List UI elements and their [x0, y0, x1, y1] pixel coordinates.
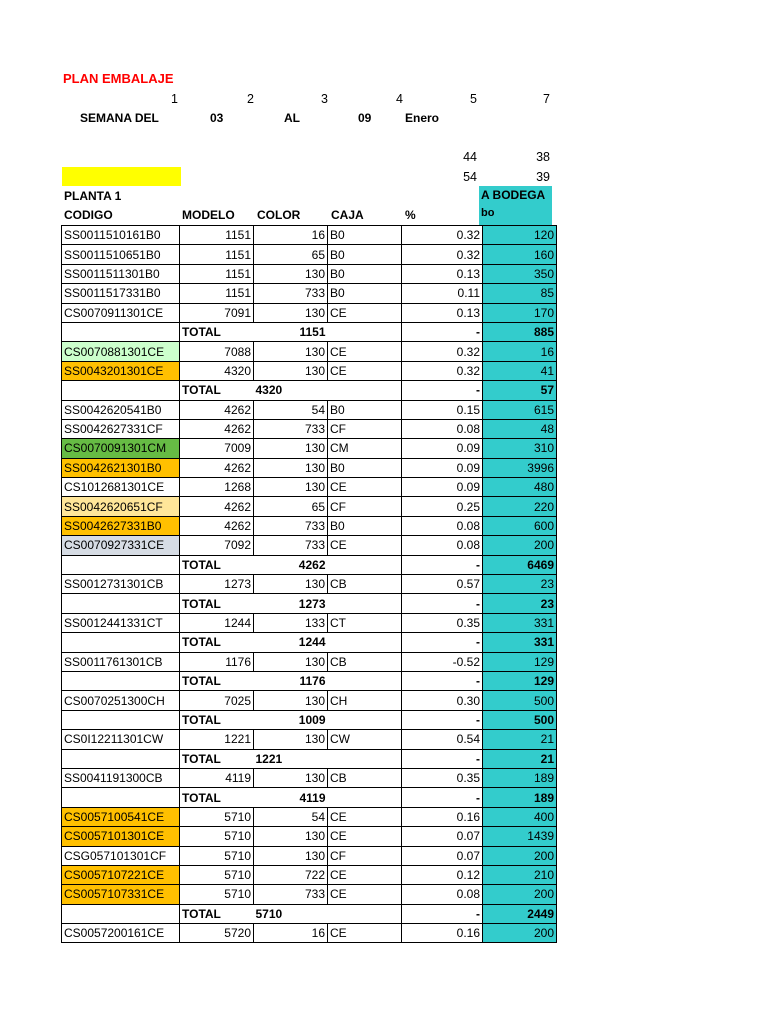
table-row [62, 691, 557, 710]
cell-caja[interactable]: CF [328, 846, 402, 865]
cell-caja[interactable]: B0 [328, 284, 402, 303]
table-row [62, 846, 557, 865]
cell-empty[interactable] [62, 788, 180, 807]
cell-empty[interactable] [62, 749, 180, 768]
total-row [62, 555, 557, 574]
cell-empty[interactable] [328, 381, 402, 400]
cell-a-bodega-total[interactable]: 189 [483, 788, 557, 807]
cell-empty[interactable] [328, 710, 402, 729]
table-row [62, 497, 557, 516]
cell-pct[interactable]: - [402, 381, 483, 400]
cell-caja[interactable]: CE [328, 342, 402, 361]
day-number-4: 4 [396, 92, 403, 106]
cell-caja[interactable]: CE [328, 303, 402, 322]
cell-a-bodega[interactable]: 23 [483, 575, 557, 594]
cell-pct[interactable]: 0.54 [402, 730, 483, 749]
table-row [62, 865, 557, 884]
cell-total-value[interactable]: 1151 [254, 322, 328, 341]
cell-codigo[interactable]: CS0057101301CE [62, 827, 180, 846]
cell-color[interactable]: 65 [254, 245, 328, 264]
day-number-7: 7 [543, 92, 550, 106]
header-a-bodega-label: A BODEGA [481, 188, 546, 202]
cell-pct[interactable]: 0.07 [402, 827, 483, 846]
cell-empty[interactable] [328, 671, 402, 690]
cell-caja[interactable]: CB [328, 652, 402, 671]
week-sep: AL [284, 111, 300, 125]
cell-a-bodega[interactable]: 21 [483, 730, 557, 749]
cell-total-label[interactable]: TOTAL [180, 633, 254, 652]
total-row [62, 594, 557, 613]
table-row [62, 575, 557, 594]
cell-color[interactable]: 130 [254, 342, 328, 361]
cell-color[interactable]: 130 [254, 575, 328, 594]
cell-total-label[interactable]: TOTAL [180, 594, 254, 613]
week-from: 03 [210, 111, 224, 125]
cell-pct[interactable]: 0.11 [402, 284, 483, 303]
cell-codigo[interactable]: CSG057101301CF [62, 846, 180, 865]
cell-total-value[interactable]: 1176 [254, 671, 328, 690]
extra-number: 39 [536, 170, 550, 184]
table-row [62, 361, 557, 380]
cell-color[interactable]: 733 [254, 516, 328, 535]
planta-label: PLANTA 1 [64, 189, 122, 203]
cell-color[interactable]: 130 [254, 691, 328, 710]
cell-caja[interactable]: CW [328, 730, 402, 749]
cell-caja[interactable]: CE [328, 478, 402, 497]
cell-codigo[interactable]: SS0042620541B0 [62, 400, 180, 419]
cell-modelo[interactable]: 4262 [180, 497, 254, 516]
cell-pct[interactable]: 0.16 [402, 924, 483, 943]
cell-empty[interactable] [328, 555, 402, 574]
cell-codigo[interactable]: SS0043201301CE [62, 361, 180, 380]
total-row [62, 671, 557, 690]
cell-codigo[interactable]: SS0011761301CB [62, 652, 180, 671]
total-row [62, 749, 557, 768]
table-row [62, 303, 557, 322]
cell-pct[interactable]: - [402, 322, 483, 341]
cell-total-value[interactable]: 5710 [254, 904, 328, 923]
cell-color[interactable]: 733 [254, 536, 328, 555]
cell-color[interactable]: 130 [254, 730, 328, 749]
cell-pct[interactable]: 0.09 [402, 458, 483, 477]
highlight-cell[interactable] [62, 167, 181, 186]
cell-empty[interactable] [62, 555, 180, 574]
cell-empty[interactable] [328, 322, 402, 341]
cell-total-value[interactable]: 4320 [254, 381, 328, 400]
cell-modelo[interactable]: 1151 [180, 245, 254, 264]
cell-modelo[interactable]: 4119 [180, 768, 254, 787]
cell-a-bodega[interactable]: 331 [483, 613, 557, 632]
cell-total-value[interactable]: 1221 [254, 749, 328, 768]
table-row [62, 516, 557, 535]
table-row [62, 885, 557, 904]
cell-total-label[interactable]: TOTAL [180, 904, 254, 923]
table-row [62, 400, 557, 419]
cell-modelo[interactable]: 5720 [180, 924, 254, 943]
cell-codigo[interactable]: CS0070251300CH [62, 691, 180, 710]
cell-a-bodega[interactable]: 310 [483, 439, 557, 458]
cell-a-bodega[interactable]: 1439 [483, 827, 557, 846]
cell-modelo[interactable]: 7009 [180, 439, 254, 458]
cell-pct[interactable]: - [402, 904, 483, 923]
cell-total-value[interactable]: 1244 [254, 633, 328, 652]
cell-a-bodega[interactable]: 400 [483, 807, 557, 826]
cell-total-label[interactable]: TOTAL [180, 555, 254, 574]
week-label: SEMANA DEL [80, 111, 159, 125]
cell-color[interactable]: 130 [254, 361, 328, 380]
cell-color[interactable]: 130 [254, 827, 328, 846]
cell-total-value[interactable]: 1009 [254, 710, 328, 729]
table-row [62, 827, 557, 846]
cell-caja[interactable]: CF [328, 419, 402, 438]
cell-caja[interactable]: CB [328, 768, 402, 787]
cell-pct[interactable]: 0.30 [402, 691, 483, 710]
cell-caja[interactable]: CM [328, 439, 402, 458]
cell-modelo[interactable]: 5710 [180, 846, 254, 865]
cell-total-label[interactable]: TOTAL [180, 710, 254, 729]
cell-modelo[interactable]: 1221 [180, 730, 254, 749]
cell-a-bodega[interactable]: 200 [483, 924, 557, 943]
cell-a-bodega-total[interactable]: 2449 [483, 904, 557, 923]
cell-pct[interactable]: 0.08 [402, 536, 483, 555]
cell-a-bodega[interactable]: 3996 [483, 458, 557, 477]
sheet-title: PLAN EMBALAJE [63, 71, 174, 86]
cell-codigo[interactable]: SS0011511301B0 [62, 264, 180, 283]
total-row [62, 710, 557, 729]
cell-a-bodega-total[interactable]: 331 [483, 633, 557, 652]
cell-total-label[interactable]: TOTAL [180, 381, 254, 400]
table-row [62, 807, 557, 826]
cell-codigo[interactable]: CS1012681301CE [62, 478, 180, 497]
cell-caja[interactable]: CE [328, 807, 402, 826]
day-number-1: 1 [171, 92, 178, 106]
cell-caja[interactable]: CE [328, 924, 402, 943]
cell-a-bodega[interactable]: 189 [483, 768, 557, 787]
cell-color[interactable]: 130 [254, 458, 328, 477]
cell-pct[interactable]: - [402, 749, 483, 768]
table-row [62, 924, 557, 943]
cell-color[interactable]: 130 [254, 768, 328, 787]
cell-modelo[interactable]: 1151 [180, 284, 254, 303]
cell-a-bodega[interactable]: 16 [483, 342, 557, 361]
cell-empty[interactable] [62, 594, 180, 613]
cell-codigo[interactable]: SS0042627331B0 [62, 516, 180, 535]
cell-codigo[interactable]: CS0057100541CE [62, 807, 180, 826]
cell-modelo[interactable]: 5710 [180, 827, 254, 846]
cell-empty[interactable] [62, 904, 180, 923]
cell-empty[interactable] [328, 788, 402, 807]
cell-codigo[interactable]: CS0070091301CM [62, 439, 180, 458]
header-color: COLOR [257, 208, 301, 222]
cell-pct[interactable]: 0.32 [402, 245, 483, 264]
cell-total-value[interactable]: 4119 [254, 788, 328, 807]
table-row [62, 439, 557, 458]
week-month: Enero [405, 111, 440, 125]
cell-modelo[interactable]: 1244 [180, 613, 254, 632]
cell-caja[interactable]: CE [328, 536, 402, 555]
cell-codigo[interactable]: CS0070911301CE [62, 303, 180, 322]
cell-codigo[interactable]: SS0011517331B0 [62, 284, 180, 303]
table-row [62, 264, 557, 283]
cell-total-label[interactable]: TOTAL [180, 671, 254, 690]
cell-modelo[interactable]: 1273 [180, 575, 254, 594]
header-bo-label: bo [481, 207, 495, 219]
cell-a-bodega-total[interactable]: 57 [483, 381, 557, 400]
cell-modelo[interactable]: 1151 [180, 226, 254, 245]
cell-a-bodega-total[interactable]: 500 [483, 710, 557, 729]
cell-caja[interactable]: CH [328, 691, 402, 710]
cell-empty[interactable] [62, 671, 180, 690]
cell-a-bodega[interactable]: 85 [483, 284, 557, 303]
cell-color[interactable]: 130 [254, 439, 328, 458]
total-row [62, 381, 557, 400]
cell-codigo[interactable]: SS0042620651CF [62, 497, 180, 516]
cell-pct[interactable]: 0.09 [402, 478, 483, 497]
table-row [62, 419, 557, 438]
cell-color[interactable]: 130 [254, 264, 328, 283]
cell-color[interactable]: 65 [254, 497, 328, 516]
table-row [62, 613, 557, 632]
cell-empty[interactable] [328, 749, 402, 768]
cell-total-label[interactable]: TOTAL [180, 749, 254, 768]
cell-a-bodega[interactable]: 220 [483, 497, 557, 516]
cell-pct[interactable]: 0.16 [402, 807, 483, 826]
table-row [62, 730, 557, 749]
cell-a-bodega-total[interactable]: 21 [483, 749, 557, 768]
cell-a-bodega[interactable]: 200 [483, 536, 557, 555]
cell-pct[interactable]: 0.15 [402, 400, 483, 419]
cell-caja[interactable]: CE [328, 865, 402, 884]
cell-caja[interactable]: B0 [328, 226, 402, 245]
cell-pct[interactable]: 0.35 [402, 768, 483, 787]
table-row [62, 652, 557, 671]
header-caja: CAJA [331, 208, 364, 222]
cell-total-label[interactable]: TOTAL [180, 788, 254, 807]
cell-pct[interactable]: - [402, 555, 483, 574]
cell-a-bodega[interactable]: 170 [483, 303, 557, 322]
cell-modelo[interactable]: 5710 [180, 885, 254, 904]
cell-codigo[interactable]: CS0070881301CE [62, 342, 180, 361]
cell-total-value[interactable]: 1273 [254, 594, 328, 613]
cell-caja[interactable]: B0 [328, 264, 402, 283]
cell-color[interactable]: 733 [254, 885, 328, 904]
cell-a-bodega[interactable]: 350 [483, 264, 557, 283]
cell-a-bodega[interactable]: 129 [483, 652, 557, 671]
cell-pct[interactable]: 0.32 [402, 361, 483, 380]
cell-codigo[interactable]: CS0057107221CE [62, 865, 180, 884]
cell-pct[interactable]: -0.52 [402, 652, 483, 671]
total-row [62, 633, 557, 652]
cell-pct[interactable]: 0.35 [402, 613, 483, 632]
cell-caja[interactable]: CE [328, 361, 402, 380]
cell-caja[interactable]: CB [328, 575, 402, 594]
cell-codigo[interactable]: SS0042627331CF [62, 419, 180, 438]
cell-modelo[interactable]: 1151 [180, 264, 254, 283]
cell-a-bodega[interactable]: 210 [483, 865, 557, 884]
cell-pct[interactable]: 0.32 [402, 226, 483, 245]
cell-a-bodega-total[interactable]: 23 [483, 594, 557, 613]
cell-a-bodega-total[interactable]: 6469 [483, 555, 557, 574]
extra-number: 44 [463, 150, 477, 164]
cell-codigo[interactable]: SS0012731301CB [62, 575, 180, 594]
cell-codigo[interactable]: CS0057107331CE [62, 885, 180, 904]
extra-number: 54 [463, 170, 477, 184]
cell-a-bodega[interactable]: 200 [483, 846, 557, 865]
cell-pct[interactable]: 0.32 [402, 342, 483, 361]
cell-a-bodega-total[interactable]: 129 [483, 671, 557, 690]
cell-a-bodega[interactable]: 160 [483, 245, 557, 264]
cell-codigo[interactable]: CS0057200161CE [62, 924, 180, 943]
header-modelo: MODELO [182, 208, 235, 222]
cell-modelo[interactable]: 4262 [180, 458, 254, 477]
cell-codigo[interactable]: SS0041191300CB [62, 768, 180, 787]
cell-pct[interactable]: 0.13 [402, 264, 483, 283]
cell-codigo[interactable]: CS0I12211301CW [62, 730, 180, 749]
cell-modelo[interactable]: 7088 [180, 342, 254, 361]
cell-codigo[interactable]: SS0011510651B0 [62, 245, 180, 264]
table-row [62, 458, 557, 477]
table-row [62, 768, 557, 787]
header-codigo: CODIGO [64, 208, 113, 222]
cell-modelo[interactable]: 4262 [180, 516, 254, 535]
cell-total-value[interactable]: 4262 [254, 555, 328, 574]
cell-color[interactable]: 54 [254, 807, 328, 826]
cell-a-bodega[interactable]: 500 [483, 691, 557, 710]
cell-empty[interactable] [328, 904, 402, 923]
cell-color[interactable]: 133 [254, 613, 328, 632]
table-row [62, 284, 557, 303]
cell-pct[interactable]: 0.09 [402, 439, 483, 458]
cell-pct[interactable]: - [402, 671, 483, 690]
cell-caja[interactable]: CE [328, 885, 402, 904]
cell-caja[interactable]: B0 [328, 458, 402, 477]
cell-pct[interactable]: 0.08 [402, 885, 483, 904]
cell-pct[interactable]: 0.08 [402, 419, 483, 438]
cell-a-bodega[interactable]: 48 [483, 419, 557, 438]
cell-color[interactable]: 130 [254, 846, 328, 865]
total-row [62, 322, 557, 341]
cell-modelo[interactable]: 4262 [180, 419, 254, 438]
cell-modelo[interactable]: 4262 [180, 400, 254, 419]
cell-pct[interactable]: - [402, 594, 483, 613]
cell-a-bodega[interactable]: 615 [483, 400, 557, 419]
cell-color[interactable]: 722 [254, 865, 328, 884]
cell-color[interactable]: 130 [254, 652, 328, 671]
cell-modelo[interactable]: 7092 [180, 536, 254, 555]
cell-a-bodega[interactable]: 480 [483, 478, 557, 497]
cell-color[interactable]: 733 [254, 419, 328, 438]
day-number-2: 2 [247, 92, 254, 106]
cell-empty[interactable] [62, 710, 180, 729]
cell-pct[interactable]: 0.08 [402, 516, 483, 535]
day-number-5: 5 [470, 92, 477, 106]
cell-a-bodega[interactable]: 120 [483, 226, 557, 245]
cell-a-bodega[interactable]: 200 [483, 885, 557, 904]
cell-color[interactable]: 130 [254, 303, 328, 322]
cell-empty[interactable] [328, 594, 402, 613]
cell-caja[interactable]: B0 [328, 245, 402, 264]
cell-caja[interactable]: B0 [328, 400, 402, 419]
cell-pct[interactable]: - [402, 633, 483, 652]
cell-pct[interactable]: - [402, 788, 483, 807]
cell-modelo[interactable]: 1268 [180, 478, 254, 497]
cell-codigo[interactable]: SS0011510161B0 [62, 226, 180, 245]
cell-a-bodega[interactable]: 600 [483, 516, 557, 535]
cell-color[interactable]: 16 [254, 226, 328, 245]
total-row [62, 904, 557, 923]
cell-pct[interactable]: 0.07 [402, 846, 483, 865]
cell-modelo[interactable]: 7025 [180, 691, 254, 710]
cell-pct[interactable]: 0.57 [402, 575, 483, 594]
extra-number: 38 [536, 150, 550, 164]
table-row [62, 478, 557, 497]
cell-empty[interactable] [62, 381, 180, 400]
total-row [62, 788, 557, 807]
cell-codigo[interactable]: SS0012441331CT [62, 613, 180, 632]
table-row [62, 226, 557, 245]
cell-caja[interactable]: CE [328, 827, 402, 846]
table-row [62, 536, 557, 555]
cell-caja[interactable]: CF [328, 497, 402, 516]
cell-caja[interactable]: B0 [328, 516, 402, 535]
cell-pct[interactable]: 0.25 [402, 497, 483, 516]
week-to: 09 [358, 111, 372, 125]
cell-modelo[interactable]: 1176 [180, 652, 254, 671]
cell-color[interactable]: 733 [254, 284, 328, 303]
cell-modelo[interactable]: 7091 [180, 303, 254, 322]
cell-color[interactable]: 130 [254, 478, 328, 497]
cell-color[interactable]: 54 [254, 400, 328, 419]
table-row [62, 245, 557, 264]
cell-a-bodega-total[interactable]: 885 [483, 322, 557, 341]
day-number-3: 3 [321, 92, 328, 106]
cell-total-label[interactable]: TOTAL [180, 322, 254, 341]
cell-codigo[interactable]: CS0070927331CE [62, 536, 180, 555]
cell-modelo[interactable]: 5710 [180, 865, 254, 884]
cell-pct[interactable]: - [402, 710, 483, 729]
cell-empty[interactable] [62, 322, 180, 341]
cell-pct[interactable]: 0.13 [402, 303, 483, 322]
header-pct: % [405, 208, 416, 222]
cell-codigo[interactable]: SS0042621301B0 [62, 458, 180, 477]
packing-table [61, 225, 557, 943]
table-row [62, 342, 557, 361]
cell-color[interactable]: 16 [254, 924, 328, 943]
cell-caja[interactable]: CT [328, 613, 402, 632]
cell-empty[interactable] [328, 633, 402, 652]
cell-empty[interactable] [62, 633, 180, 652]
cell-modelo[interactable]: 4320 [180, 361, 254, 380]
cell-a-bodega[interactable]: 41 [483, 361, 557, 380]
cell-modelo[interactable]: 5710 [180, 807, 254, 826]
cell-pct[interactable]: 0.12 [402, 865, 483, 884]
header-a-bodega [479, 186, 552, 225]
